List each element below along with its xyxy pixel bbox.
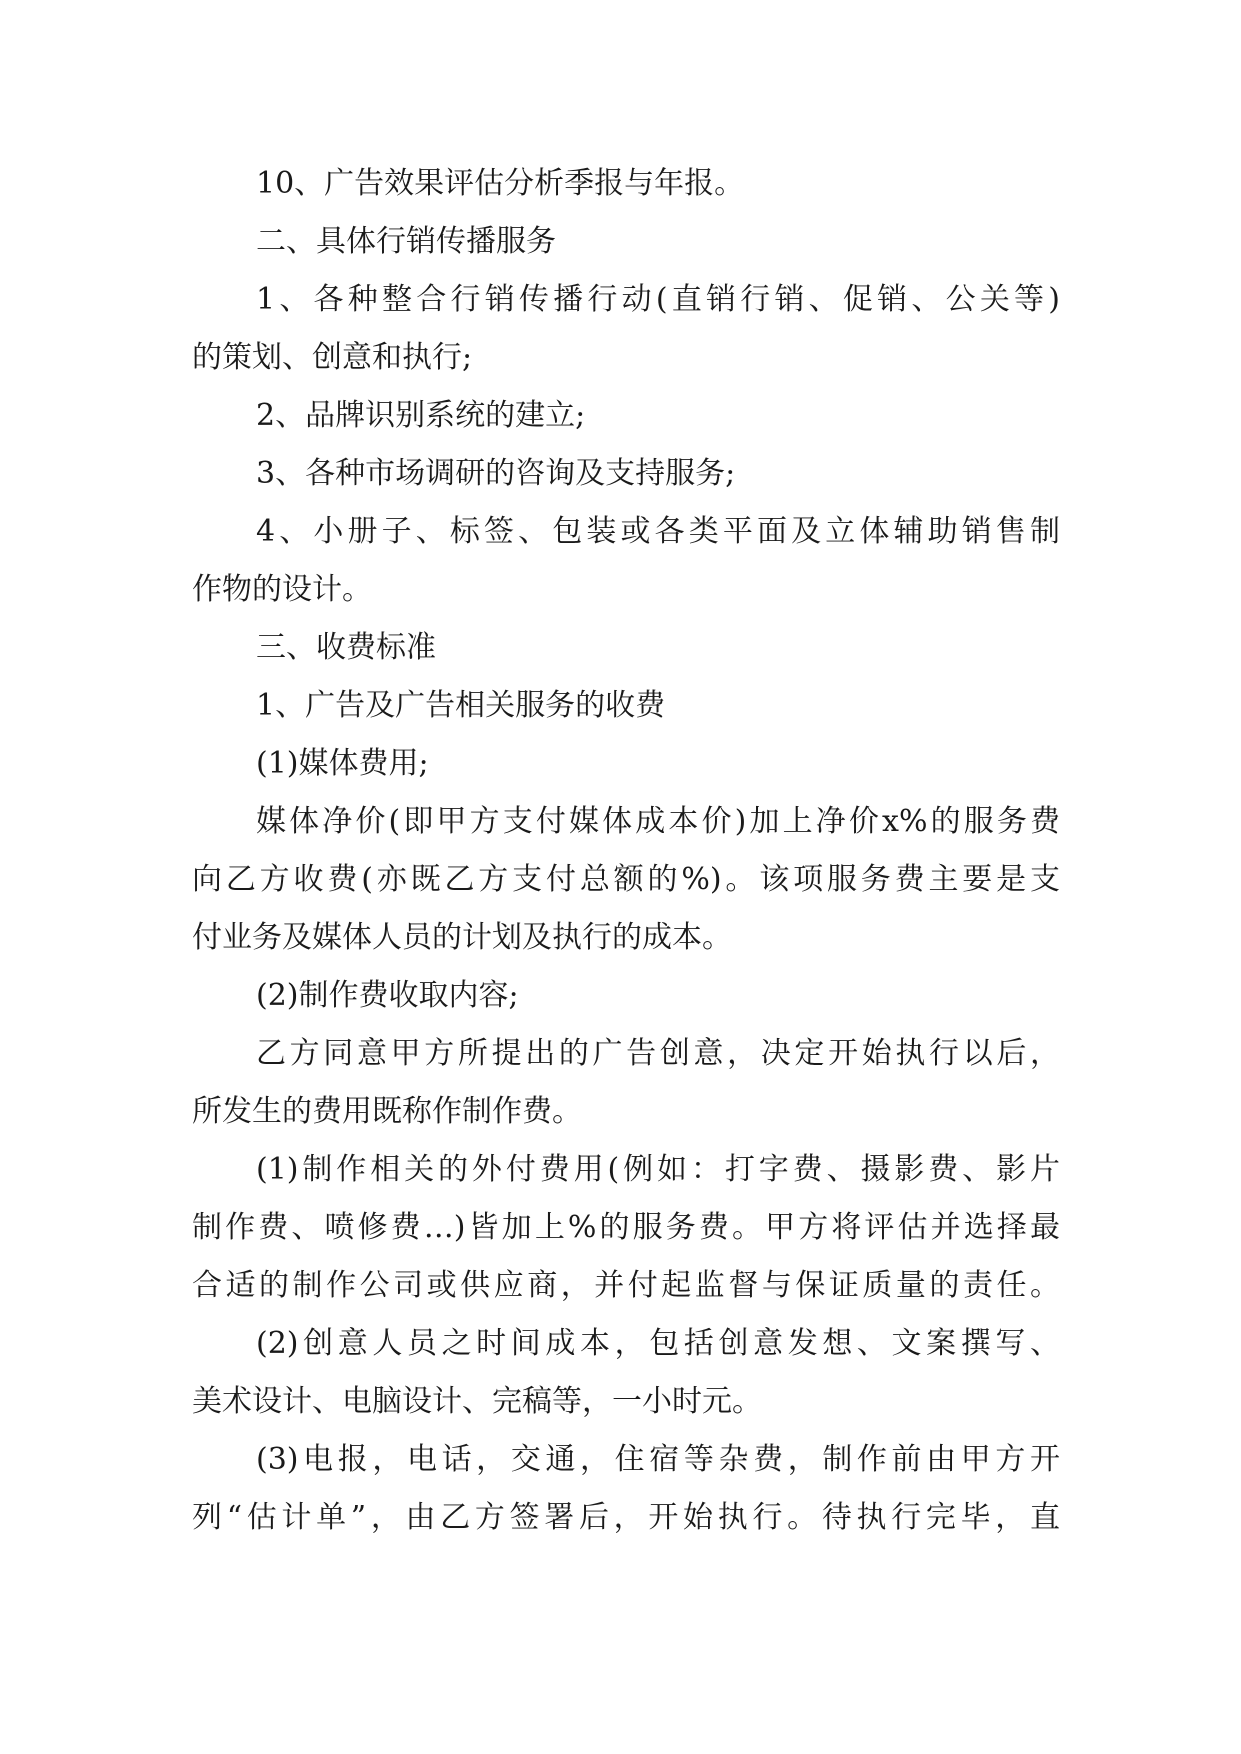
paragraph-line: 列“估计单”，由乙方签署后，开始执行。待执行完毕，直	[192, 1500, 1060, 1535]
paragraph-line: (1)媒体费用;	[256, 746, 429, 781]
paragraph-line: 10、广告效果评估分析季报与年报。	[256, 166, 745, 201]
paragraph-line: 4、小册子、标签、包装或各类平面及立体辅助销售制	[256, 514, 1060, 549]
paragraph-line: 美术设计、电脑设计、完稿等，一小时元。	[192, 1384, 762, 1419]
paragraph-line: 3、各种市场调研的咨询及支持服务;	[256, 456, 736, 491]
paragraph-line: 作物的设计。	[192, 572, 372, 607]
paragraph-line: 乙方同意甲方所提出的广告创意，决定开始执行以后，	[256, 1036, 1060, 1071]
document-body	[192, 155, 1060, 1547]
section-heading: 二、具体行销传播服务	[256, 224, 556, 259]
paragraph-line: (3)电报，电话，交通，住宿等杂费，制作前由甲方开	[256, 1442, 1060, 1477]
paragraph-line: 的策划、创意和执行;	[192, 340, 473, 375]
paragraph-line: 所发生的费用既称作制作费。	[192, 1094, 582, 1129]
paragraph-line: 制作费、喷修费…)皆加上%的服务费。甲方将评估并选择最	[192, 1210, 1060, 1245]
paragraph-line: 媒体净价(即甲方支付媒体成本价)加上净价x%的服务费	[256, 804, 1060, 839]
paragraph-line: (2)制作费收取内容;	[256, 978, 519, 1013]
paragraph-line: (1)制作相关的外付费用(例如：打字费、摄影费、影片	[256, 1152, 1060, 1187]
paragraph-line: 向乙方收费(亦既乙方支付总额的%)。该项服务费主要是支	[192, 862, 1060, 897]
paragraph-line: 1、广告及广告相关服务的收费	[256, 688, 666, 723]
paragraph-line: 2、品牌识别系统的建立;	[256, 398, 586, 433]
paragraph-line: (2)创意人员之时间成本，包括创意发想、文案撰写、	[256, 1326, 1060, 1361]
section-heading: 三、收费标准	[256, 630, 436, 665]
paragraph-line: 合适的制作公司或供应商，并付起监督与保证质量的责任。	[192, 1268, 1060, 1303]
paragraph-line: 付业务及媒体人员的计划及执行的成本。	[192, 920, 732, 955]
paragraph-line: 1、各种整合行销传播行动(直销行销、促销、公关等)	[256, 282, 1060, 317]
